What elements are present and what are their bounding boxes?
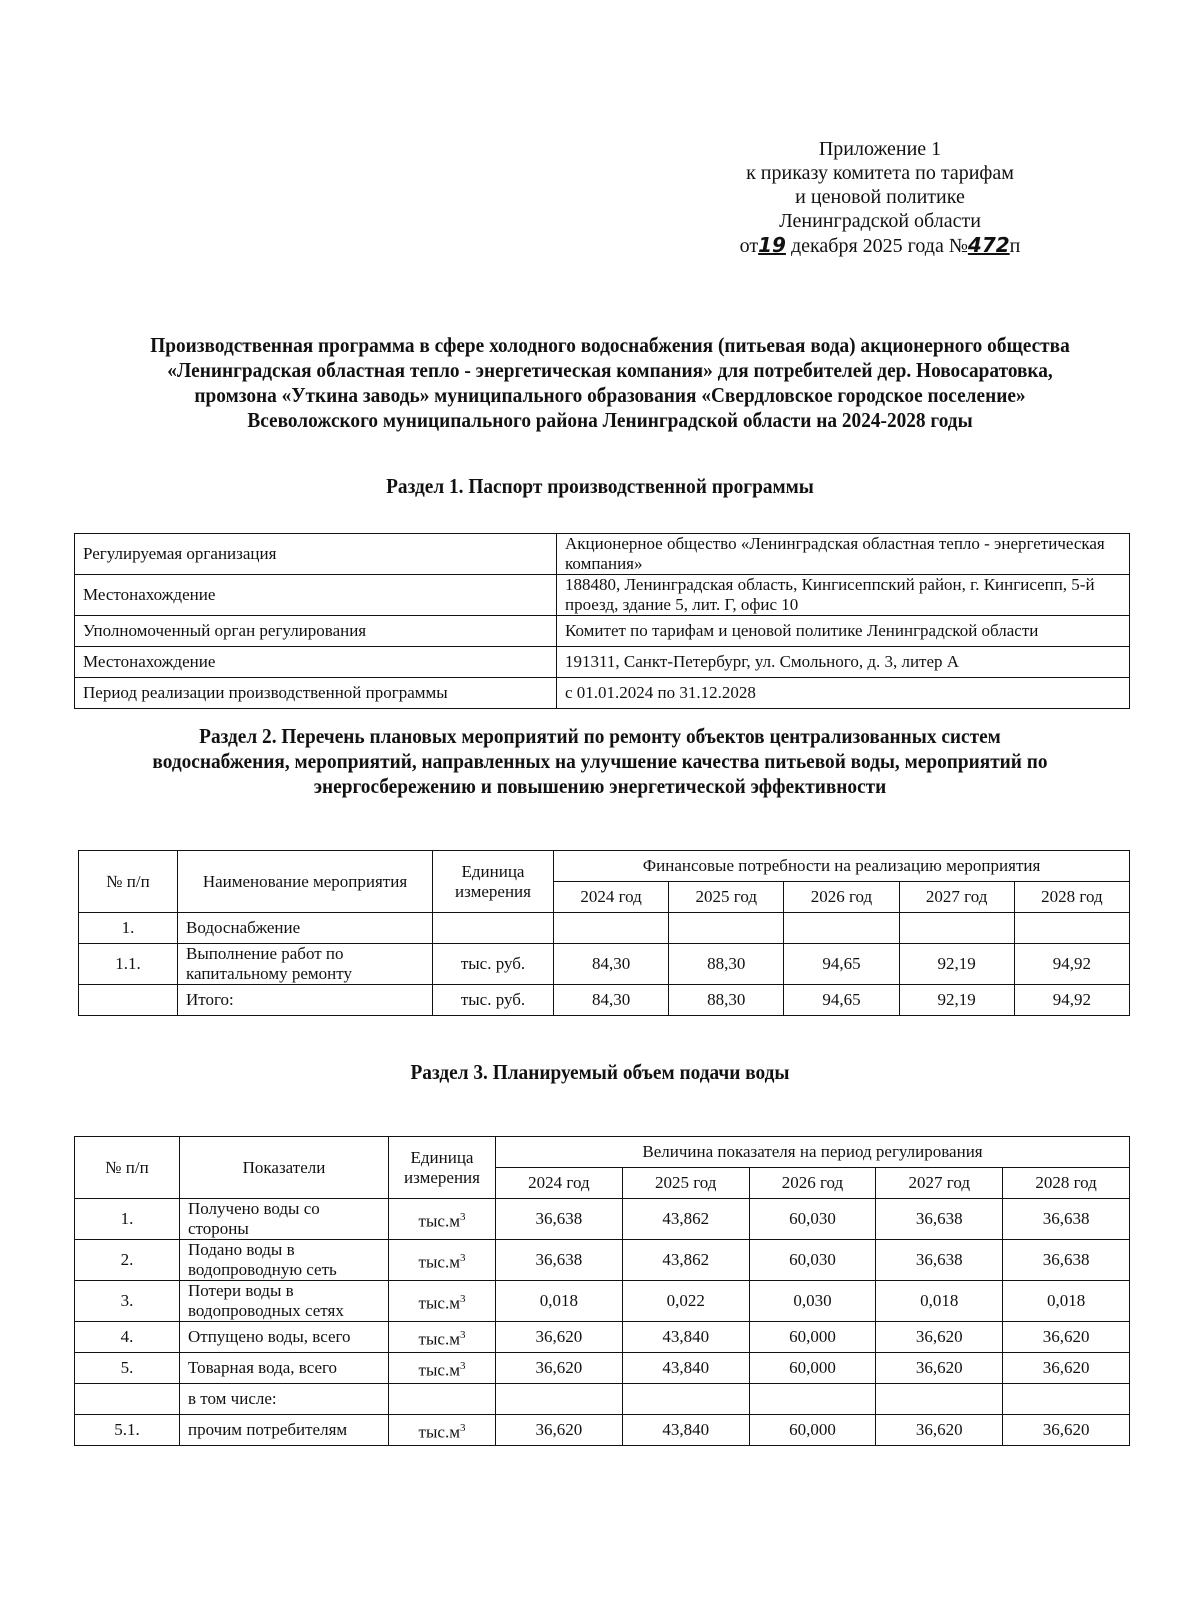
col-year: 2026 год [749,1168,876,1199]
row-value: 36,620 [1003,1415,1130,1446]
row-value: 60,000 [749,1322,876,1353]
section1-heading: Раздел 1. Паспорт производственной программы [386,474,814,498]
unit-text: тыс.м [418,1211,460,1231]
row-value [749,1384,876,1415]
col-year: 2026 год [784,882,899,913]
table-row [75,1281,1130,1322]
row-unit [389,1415,496,1446]
row-value: 36,620 [876,1415,1003,1446]
section2-heading: Раздел 2. Перечень плановых мероприятий по ремонту объектов централизованных систем водоснабжения, мероприятий, направленных на улучшение качества питьевой воды, мероприятий по энергосбережению и повышению энергетической эффективности [152,724,1048,798]
row-value: 92,19 [899,985,1014,1016]
table-row [75,1199,1130,1240]
row-value: 43,862 [622,1199,749,1240]
row-num [75,1384,180,1415]
col-year: 2028 год [1003,1168,1130,1199]
col-unit: Единица измерения [433,851,554,913]
superscript: 3 [459,1251,466,1264]
row-num: 4. [75,1322,180,1353]
row-num: 5.1. [75,1415,180,1446]
row-value: 0,030 [749,1281,876,1322]
row-value: 36,638 [876,1199,1003,1240]
date-middle: декабря 2025 года № [790,235,968,257]
row-num: 3. [75,1281,180,1322]
row-value: 92,19 [899,944,1014,985]
row-unit [389,1353,496,1384]
unit-text: тыс. руб. [460,954,526,973]
col-num: № п/п [79,851,178,913]
passport-label: Период реализации производственной программы [75,678,557,709]
row-value: 36,638 [1003,1199,1130,1240]
appendix-header [700,137,1060,258]
row-value: 36,620 [496,1322,623,1353]
table-row [79,913,1130,944]
passport-value: Акционерное общество «Ленинградская областная тепло - энергетическая компания» [557,534,1130,575]
row-num: 2. [75,1240,180,1281]
row-value: 36,620 [1003,1322,1130,1353]
appendix-line: к приказу комитета по тарифам [746,162,1014,184]
row-value [899,913,1014,944]
passport-value: с 01.01.2024 по 31.12.2028 [557,678,1130,709]
appendix-date [700,233,1060,258]
row-value: 94,65 [784,985,899,1016]
passport-row [75,678,1130,709]
row-value [496,1384,623,1415]
row-value: 60,030 [749,1240,876,1281]
row-value: 36,638 [496,1240,623,1281]
row-unit [389,1199,496,1240]
table-row [75,1322,1130,1353]
row-num: 1. [75,1199,180,1240]
unit-text: тыс.м [418,1252,460,1272]
unit-text: тыс.м [418,1360,460,1380]
col-num: № п/п [75,1137,180,1199]
row-value: 94,65 [784,944,899,985]
handwritten-number: 472 [967,233,1010,257]
row-name: Получено воды со стороны [180,1199,389,1240]
row-value [1014,913,1129,944]
appendix-line: Приложение 1 [818,138,942,160]
col-group: Финансовые потребности на реализацию мероприятия [554,851,1130,882]
col-year: 2028 год [1014,882,1129,913]
row-value: 0,018 [876,1281,1003,1322]
col-year: 2024 год [554,882,669,913]
row-unit [433,913,554,944]
superscript: 3 [459,1292,466,1305]
row-value: 60,030 [749,1199,876,1240]
section3-heading: Раздел 3. Планируемый объем подачи воды [410,1060,790,1084]
col-year: 2024 год [496,1168,623,1199]
table-row [75,1240,1130,1281]
row-value: 60,000 [749,1353,876,1384]
superscript: 3 [459,1328,466,1341]
row-value: 0,022 [622,1281,749,1322]
row-unit [389,1322,496,1353]
row-value: 60,000 [749,1415,876,1446]
col-name: Показатели [180,1137,389,1199]
col-year: 2027 год [899,882,1014,913]
row-name: в том числе: [180,1384,389,1415]
unit-text: тыс.м [418,1329,460,1349]
row-name: Водоснабжение [178,913,433,944]
passport-label: Регулируемая организация [75,534,557,575]
row-value: 43,840 [622,1322,749,1353]
row-value: 36,620 [496,1415,623,1446]
row-value [784,913,899,944]
row-value: 88,30 [669,944,784,985]
passport-label: Уполномоченный орган регулирования [75,616,557,647]
row-unit [433,944,554,985]
row-name: Выполнение работ по капитальному ремонту [178,944,433,985]
handwritten-day: 19 [758,233,786,257]
table-row [75,1353,1130,1384]
col-year: 2027 год [876,1168,1003,1199]
row-num: 5. [75,1353,180,1384]
passport-value: 191311, Санкт-Петербург, ул. Смольного, д. 3, литер А [557,647,1130,678]
passport-row [75,575,1130,616]
passport-label: Местонахождение [75,647,557,678]
document-title: Производственная программа в сфере холодного водоснабжения (питьевая вода) акционерного общества «Ленинградская областная тепло - энергетическая компания» для потребителей дер. Новосаратовка, промзона «Уткина заводь» муниципального образования «Свердловское городское поселение» Всеволожского муниципального района Ленинградской области на 2024-2028 годы [150,333,1070,432]
passport-value: Комитет по тарифам и ценовой политике Ленинградской области [557,616,1130,647]
table-row [79,985,1130,1016]
unit-text: тыс.м [418,1293,460,1313]
appendix-line: Ленинградской области [779,210,981,232]
row-num: 1. [79,913,178,944]
row-value: 84,30 [554,944,669,985]
row-name: Подано воды в водопроводную сеть [180,1240,389,1281]
order-suffix: п [1009,235,1021,257]
row-unit [389,1240,496,1281]
passport-row [75,616,1130,647]
table-row [79,944,1130,985]
passport-row [75,534,1130,575]
col-unit: Единица измерения [389,1137,496,1199]
row-value: 0,018 [496,1281,623,1322]
row-name: прочим потребителям [180,1415,389,1446]
row-value: 43,840 [622,1353,749,1384]
row-value: 36,620 [876,1353,1003,1384]
row-unit [389,1384,496,1415]
table-row [75,1384,1130,1415]
row-name: Потери воды в водопроводных сетях [180,1281,389,1322]
superscript: 3 [459,1359,466,1372]
col-group: Величина показателя на период регулирования [496,1137,1130,1168]
row-value: 36,638 [876,1240,1003,1281]
row-value: 36,638 [496,1199,623,1240]
passport-value: 188480, Ленинградская область, Кингисеппский район, г. Кингисепп, 5-й проезд, здание 5, лит. Г, офис 10 [557,575,1130,616]
row-value: 43,840 [622,1415,749,1446]
row-value: 36,620 [496,1353,623,1384]
row-value: 43,862 [622,1240,749,1281]
table-row [75,1415,1130,1446]
row-unit [389,1281,496,1322]
row-value: 0,018 [1003,1281,1130,1322]
row-num: 1.1. [79,944,178,985]
row-name: Товарная вода, всего [180,1353,389,1384]
unit-text: тыс. руб. [460,990,526,1009]
row-value: 36,638 [1003,1240,1130,1281]
row-value [876,1384,1003,1415]
measures-table [78,850,1130,1016]
passport-row [75,647,1130,678]
water-volume-table [74,1136,1130,1446]
row-value: 84,30 [554,985,669,1016]
row-value [669,913,784,944]
row-value: 94,92 [1014,944,1129,985]
col-year: 2025 год [669,882,784,913]
row-value [622,1384,749,1415]
row-value: 94,92 [1014,985,1129,1016]
row-value [554,913,669,944]
date-prefix: от [739,235,759,257]
col-name: Наименование мероприятия [178,851,433,913]
row-value: 36,620 [1003,1353,1130,1384]
row-value [1003,1384,1130,1415]
row-name: Отпущено воды, всего [180,1322,389,1353]
appendix-line: и ценовой политике [795,186,965,208]
row-value: 36,620 [876,1322,1003,1353]
col-year: 2025 год [622,1168,749,1199]
row-unit [433,985,554,1016]
row-num [79,985,178,1016]
passport-label: Местонахождение [75,575,557,616]
unit-text: тыс.м [418,1422,460,1442]
row-value: 88,30 [669,985,784,1016]
superscript: 3 [459,1210,466,1223]
row-name: Итого: [178,985,433,1016]
superscript: 3 [459,1421,466,1434]
passport-table [74,533,1130,709]
